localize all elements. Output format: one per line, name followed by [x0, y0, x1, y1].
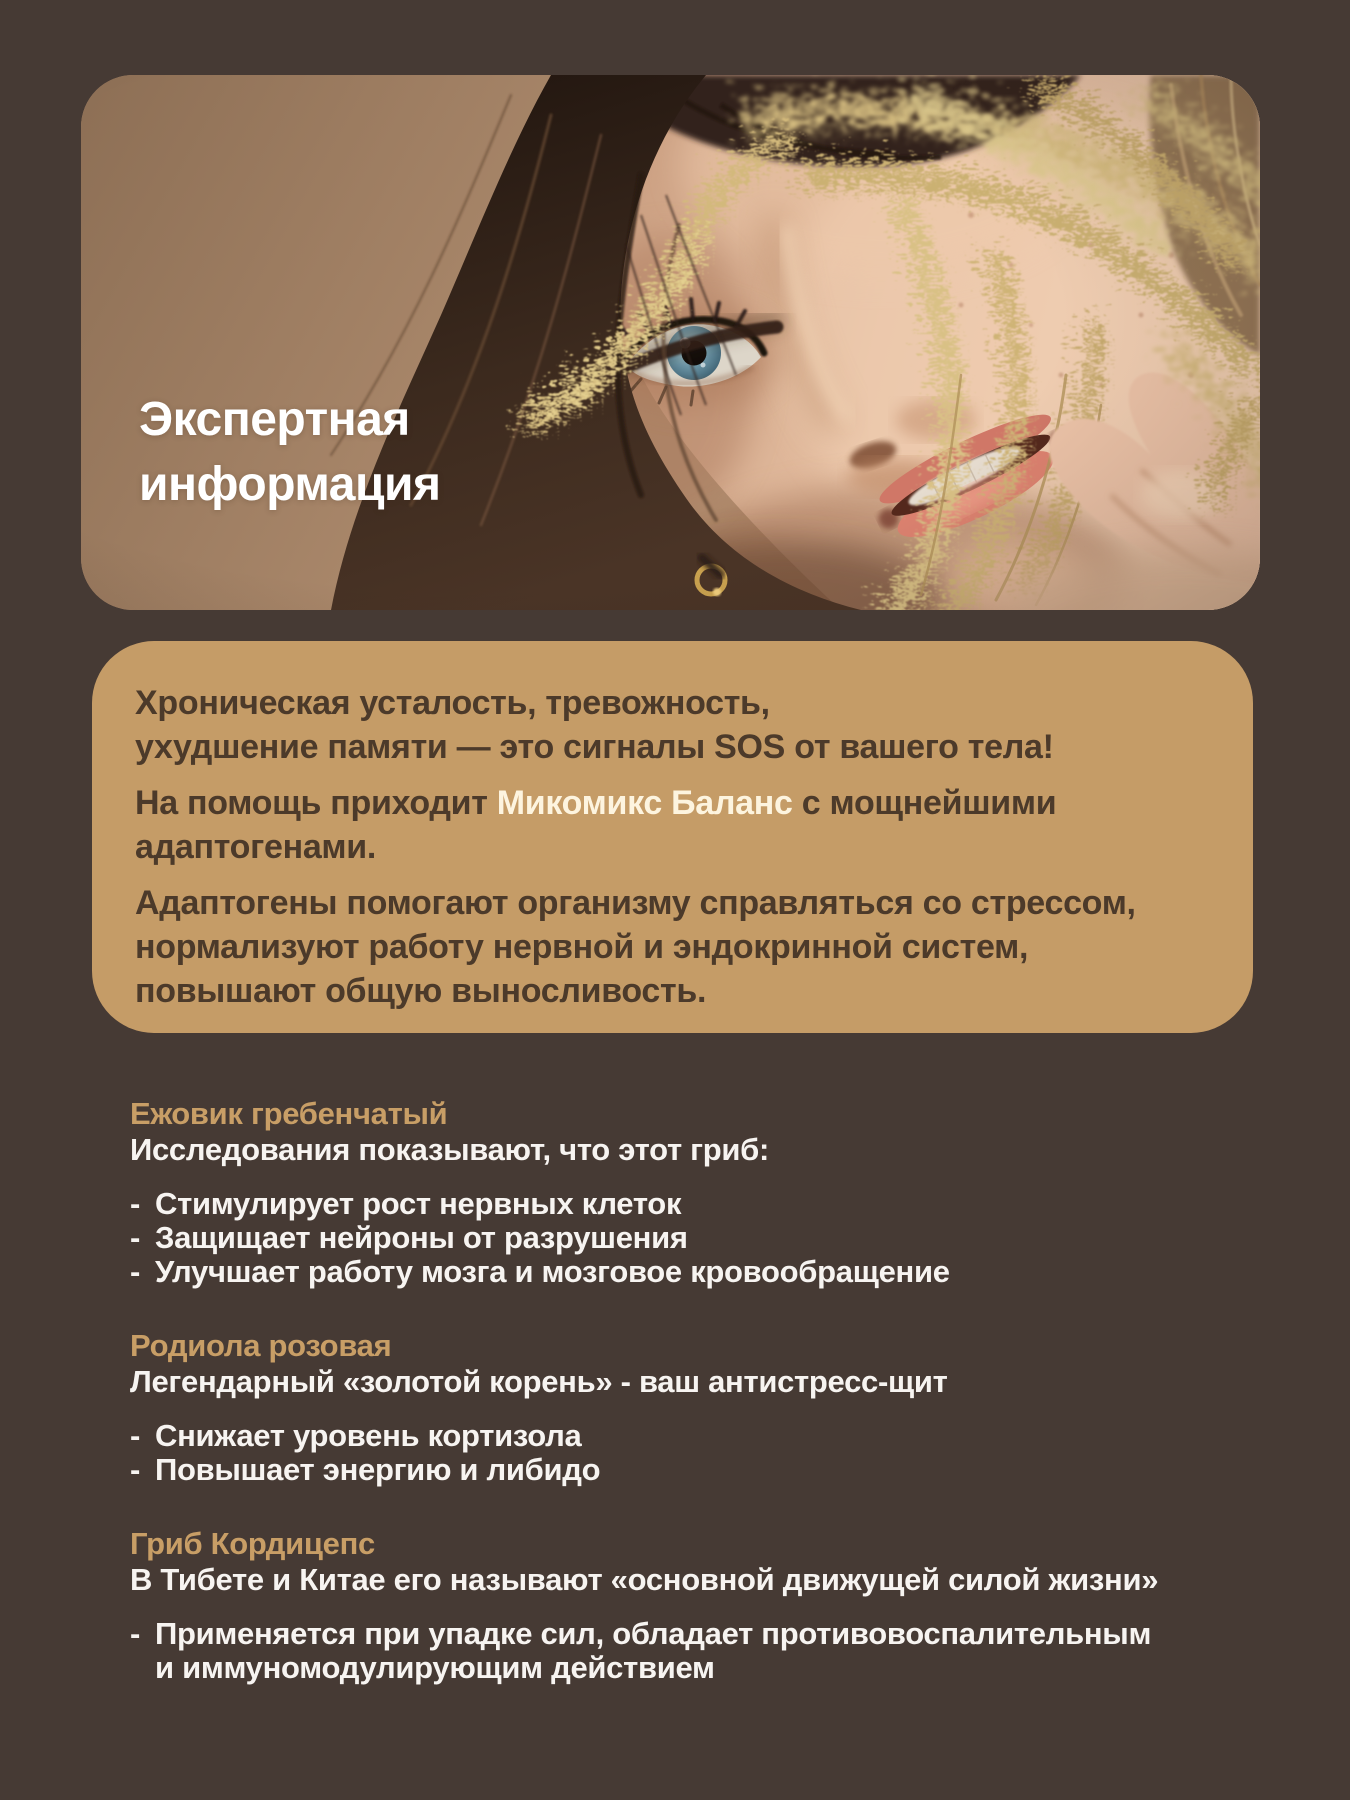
intro-p3-line3: повышают общую выносливость.: [135, 972, 707, 1010]
section-header: Ежовик гребенчатый: [130, 1096, 448, 1131]
product-name-highlight: Микомикс Баланс: [496, 784, 793, 822]
bullet-text: Стимулирует рост нервных клеток: [155, 1186, 682, 1221]
intro-p3-line1: Адаптогены помогают организму справляться со стрессом,: [135, 884, 1136, 922]
intro-paragraph-3: [135, 881, 1203, 1013]
intro-p2-after: с мощнейшими: [792, 784, 1057, 822]
bullet-item: [130, 1221, 1250, 1255]
section-header: Гриб Кордицепс: [130, 1526, 375, 1561]
bullet-item: [130, 1453, 1250, 1487]
bullet-item: [130, 1617, 1250, 1685]
hero-photo: [81, 75, 1260, 610]
bullet-dash: -: [130, 1616, 141, 1651]
bullet-dash: -: [130, 1254, 141, 1289]
section-cordyceps: [130, 1526, 1250, 1685]
page-title: [139, 387, 440, 517]
bullet-item: [130, 1419, 1250, 1453]
section-header: Родиола розовая: [130, 1328, 392, 1363]
bullet-list: [130, 1419, 1250, 1487]
section-intro: В Тибете и Китае его называют «основной движущей силой жизни»: [130, 1562, 1159, 1597]
bullet-dash: -: [130, 1186, 141, 1221]
bullet-item: [130, 1187, 1250, 1221]
section-intro: Исследования показывают, что этот гриб:: [130, 1132, 770, 1167]
intro-p2-line2: адаптогенами.: [135, 828, 377, 866]
hero-card: [81, 75, 1260, 610]
bullet-text: Защищает нейроны от разрушения: [155, 1220, 688, 1255]
bullet-text: Повышает энергию и либидо: [155, 1452, 601, 1487]
bullet-text: Применяется при упадке сил, обладает противовоспалительным и иммуномодулирующим действием: [155, 1616, 1152, 1685]
bullet-list: [130, 1187, 1250, 1289]
intro-p2-before: На помощь приходит: [135, 784, 497, 822]
intro-card: [92, 641, 1253, 1033]
section-lions-mane: [130, 1096, 1250, 1289]
page-title-line1: Экспертная: [139, 393, 410, 446]
intro-paragraph-2: [135, 781, 1203, 869]
ingredients-sections: [130, 1096, 1250, 1685]
page-title-line2: информация: [139, 458, 441, 511]
bullet-dash: -: [130, 1220, 141, 1255]
bullet-list: [130, 1617, 1250, 1685]
intro-p3-line2: нормализуют работу нервной и эндокринной систем,: [135, 928, 1029, 966]
bullet-item: [130, 1255, 1250, 1289]
intro-p1-line1: Хроническая усталость, тревожность,: [135, 684, 770, 722]
intro-paragraph-1: [135, 681, 1203, 769]
bullet-text: Улучшает работу мозга и мозговое кровообращение: [155, 1254, 950, 1289]
section-intro: Легендарный «золотой корень» - ваш антистресс-щит: [130, 1364, 948, 1399]
section-rhodiola: [130, 1328, 1250, 1487]
bullet-text: Снижает уровень кортизола: [155, 1418, 582, 1453]
bullet-dash: -: [130, 1418, 141, 1453]
intro-p1-line2: ухудшение памяти — это сигналы SOS от вашего тела!: [135, 728, 1054, 766]
bullet-dash: -: [130, 1452, 141, 1487]
